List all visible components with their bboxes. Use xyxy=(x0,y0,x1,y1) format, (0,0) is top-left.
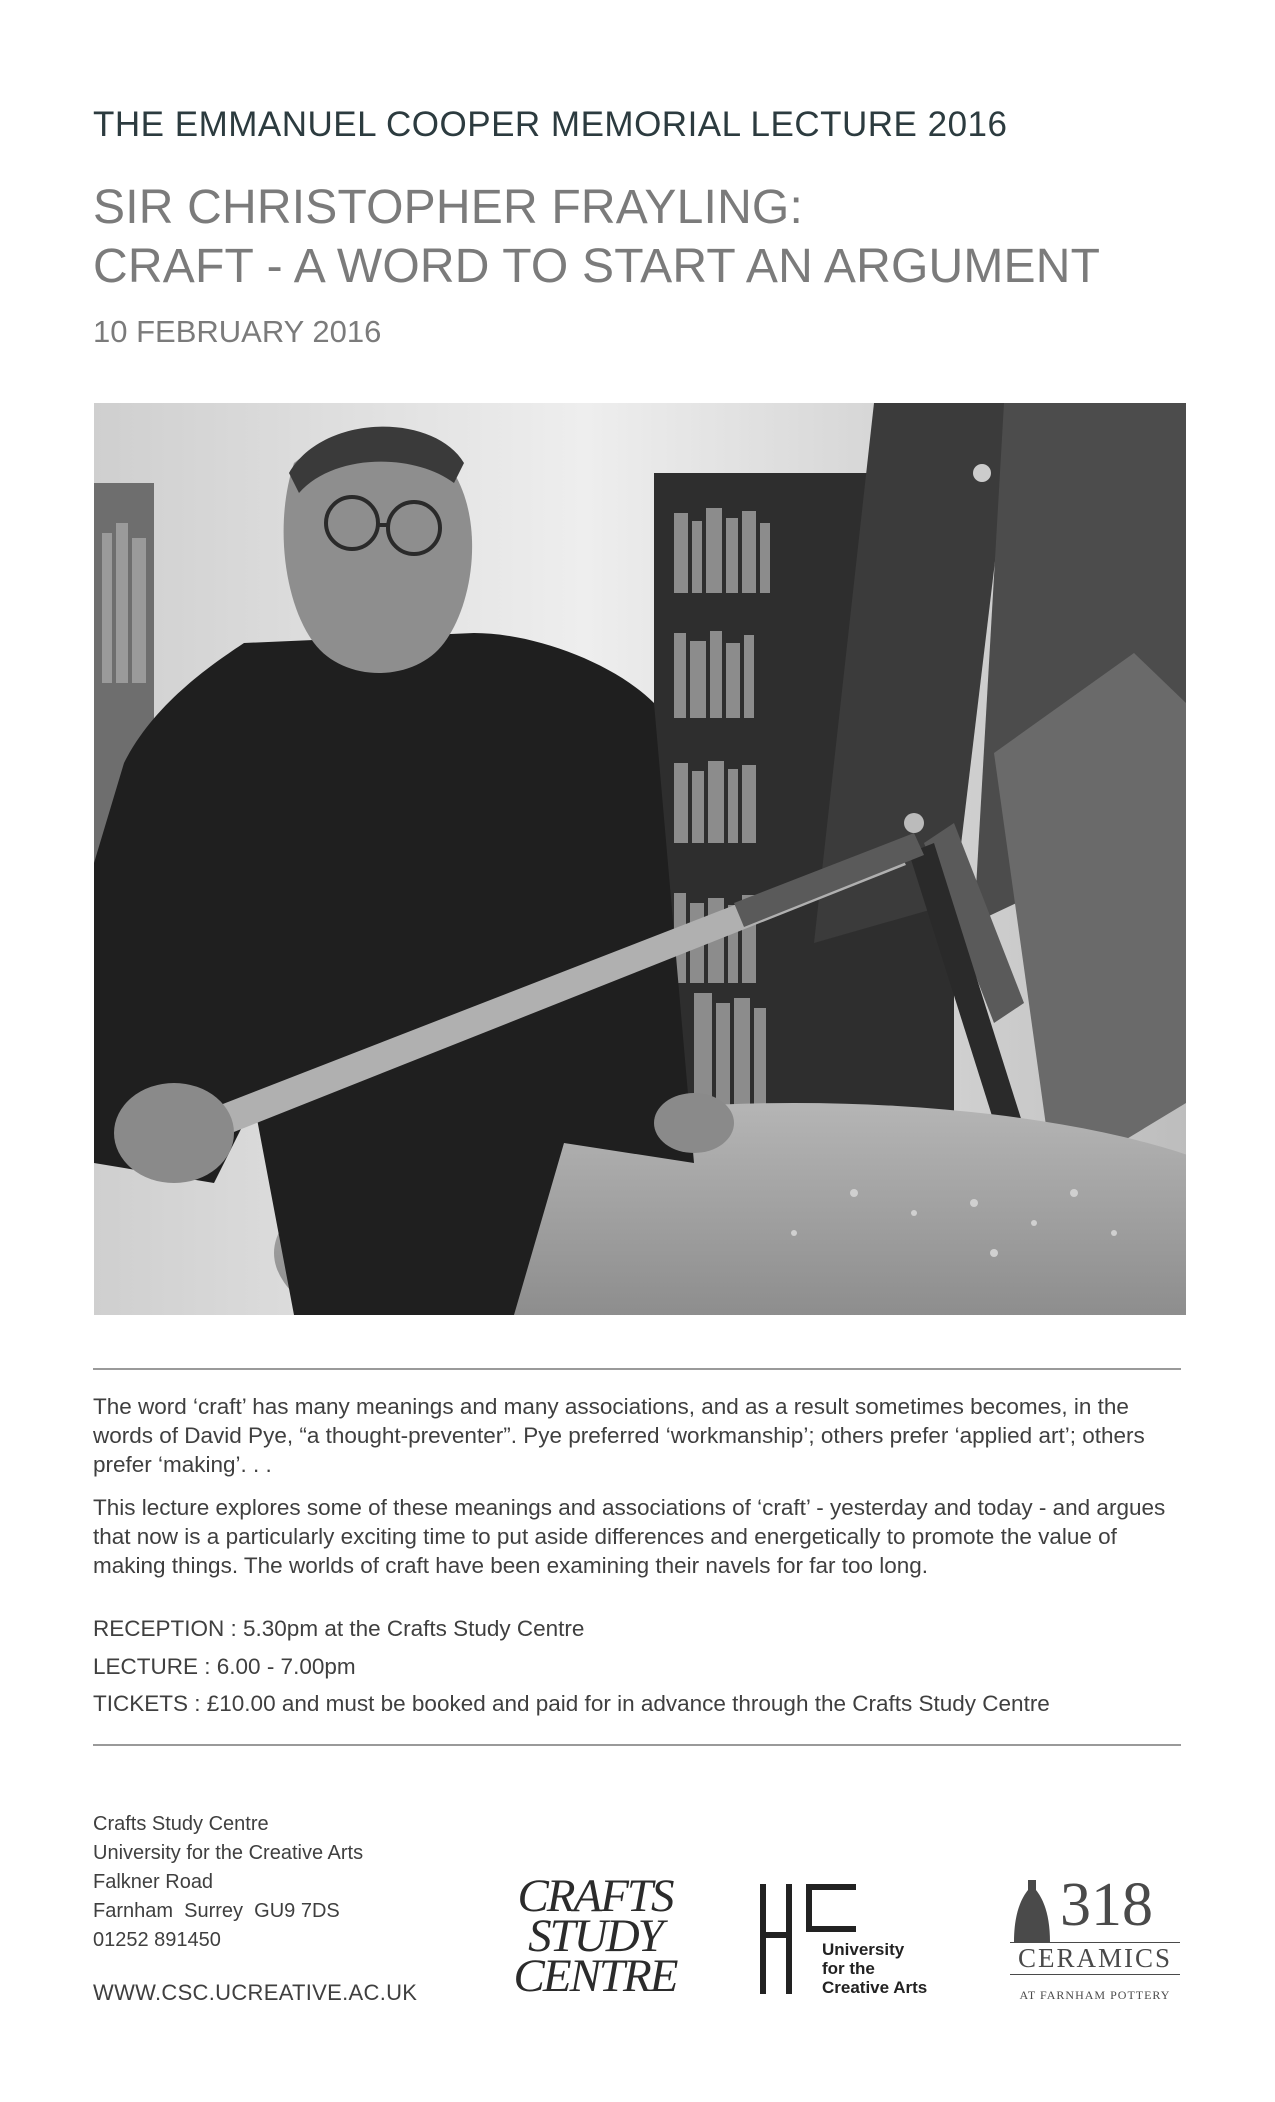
phone-number: 01252 891450 xyxy=(93,1929,221,1951)
lecture-title: THE EMMANUEL COOPER MEMORIAL LECTURE 2016 xyxy=(93,105,1008,144)
ceramics-logo-number: 318 xyxy=(1060,1871,1153,1939)
subtitle-line-1: SIR CHRISTOPHER FRAYLING: xyxy=(93,181,803,234)
tickets-info: TICKETS : £10.00 and must be booked and paid for in advance through the Crafts Study Centre xyxy=(93,1691,1050,1716)
address-line-2: University for the Creative Arts xyxy=(93,1842,364,1864)
lecture-date: 10 FEBRUARY 2016 xyxy=(93,314,382,349)
uca-logo-line-2: for the xyxy=(822,1959,875,1978)
csc-logo-word-1: CRAFTS xyxy=(517,1870,673,1922)
csc-logo-word-3: CENTRE xyxy=(513,1950,677,2002)
uca-logo-line-3: Creative Arts xyxy=(822,1978,928,1997)
website-link[interactable]: WWW.CSC.UCREATIVE.AC.UK xyxy=(93,1980,418,2005)
craftsman-photo-illustration xyxy=(94,403,1186,1315)
description-paragraph-1: The word ‘craft’ has many meanings and many associations, and as a result sometimes becomes, in the words of David Pye, “a thought-preventer”. Pye preferred ‘workmanship’; others prefer ‘applied art’; others prefer ‘making’. . . xyxy=(93,1394,1145,1477)
reception-info: RECEPTION : 5.30pm at the Crafts Study Centre xyxy=(93,1616,585,1641)
divider-top xyxy=(93,1368,1181,1370)
address-line-4: Farnham Surrey GU9 7DS xyxy=(93,1900,340,1922)
ceramics-logo-place: AT FARNHAM POTTERY xyxy=(1019,1988,1171,2002)
csc-logo-word-2: STUDY xyxy=(528,1910,662,1962)
address-block xyxy=(93,1810,363,1955)
crafts-study-centre-logo xyxy=(505,1870,685,2002)
ceramics-logo-word: CERAMICS xyxy=(1010,1942,1180,1975)
lecture-subtitle xyxy=(93,178,1100,296)
description-paragraph-2: This lecture explores some of these meanings and associations of ‘craft’ - yesterday and today - and argues that now is a particularly exciting time to put aside differences and energetically to promote the value of making things. The worlds of craft have been examining their navels for far too long. xyxy=(93,1495,1166,1578)
uca-logo-text xyxy=(822,1940,927,1997)
uca-logo-line-1: University xyxy=(822,1940,905,1959)
divider-bottom xyxy=(93,1744,1181,1746)
address-line-3: Falkner Road xyxy=(93,1871,214,1893)
subtitle-line-2: CRAFT - A WORD TO START AN ARGUMENT xyxy=(93,240,1101,293)
lecture-time-info: LECTURE : 6.00 - 7.00pm xyxy=(93,1654,356,1679)
address-line-1: Crafts Study Centre xyxy=(93,1813,269,1835)
craftsman-photo xyxy=(94,403,1186,1315)
